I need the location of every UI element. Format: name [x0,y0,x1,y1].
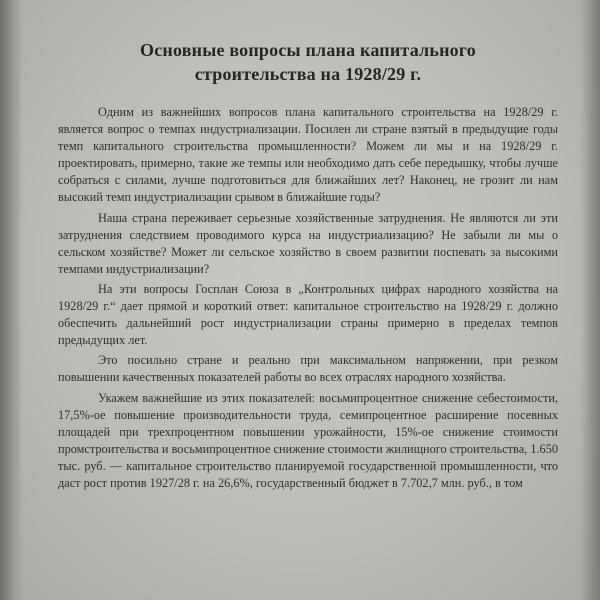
paragraph-5: Укажем важнейшие из этих показателей: восьмипроцентное снижение себестоимости, 17,5%-ое повышение производительности труда, семипроцентное расширение посевных площадей при трехпроцентном повышении урожайности, 15%-ое снижение стоимости промстроительства и восьмипроцентное снижение стоимости жилищного строительства, 1.650 тыс. руб. — капитальное строительство планируемой государственной промышленности, что даст рост против 1927/28 г. на 26,6%, государственный бюджет в 7.702,7 млн. руб., в том [58,390,558,490]
paragraph-1: Одним из важнейших вопросов плана капитального строительства на 1928/29 г. является вопрос о темпах индустриализации. Посилен ли стране взятый в предыдущие годы темп капитального строительства промышленности? Можем ли мы и на 1928/29 г. проектировать, примерно, такие же темпы или необходимо дать себе передышку, чтобы лучше собраться с силами, лучше подготовиться для ближайших лет? Наконец, не грозит ли нам высокий темп индустриализации срывом в ближайшие годы? [58,105,558,205]
document-body [58,104,558,492]
title-line-2: строительства на 1928/29 г. [194,64,422,84]
paragraph-3: На эти вопросы Госплан Союза в „Контрольных цифрах народного хозяйства на 1928/29 г.“ дает прямой и короткий ответ: капитальное строительство на 1928/29 г. должно обеспечить дальнейший рост индустриализации страны примерно в пределах темпов предыдущих лет. [58,281,558,348]
paragraph-2: Наша страна переживает серьезные хозяйственные затруднения. Не являются ли эти затруднения следствием проводимого курса на индустриализацию? Не забыли ли мы о сельском хозяйстве? Может ли сельское хозяйство в своем развитии поспевать за высокими темпами индустриализации? [58,210,558,276]
page-title [58,38,558,86]
page-right-shadow [580,0,600,600]
paragraph-4: Это посильно стране и реально при максимальном напряжении, при резком повышении качественных показателей работы во всех отраслях народного хозяйства. [58,353,558,385]
page-left-shadow [0,0,22,600]
title-line-1: Основные вопросы плана капитального [140,40,476,60]
document-page [58,30,558,600]
